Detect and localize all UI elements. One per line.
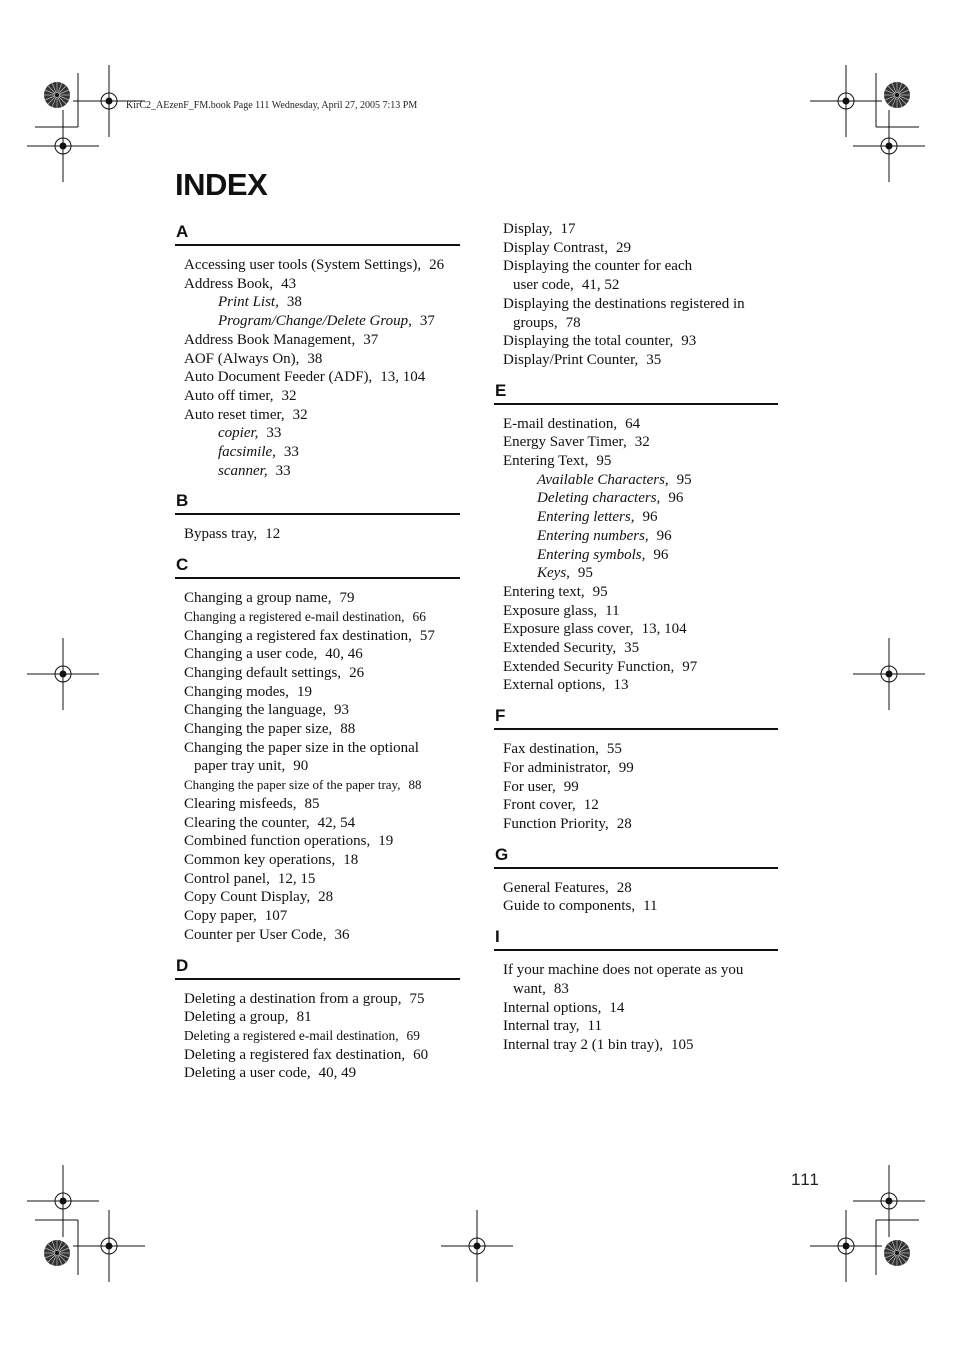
index-entry — [494, 602, 778, 621]
index-entry — [175, 851, 460, 870]
index-entry — [175, 589, 460, 608]
index-subentry — [494, 546, 778, 565]
entry-term: Deleting characters, — [537, 490, 661, 507]
section-entries — [494, 869, 778, 926]
entry-term: copier, — [218, 425, 259, 442]
index-entry — [494, 332, 778, 351]
entry-page-ref: 12 — [583, 797, 599, 814]
entry-page-ref: 83 — [553, 980, 569, 997]
entry-page-ref: 32 — [281, 387, 297, 404]
index-entry — [175, 1027, 460, 1046]
entry-term-continuation: user code, — [513, 277, 574, 294]
index-entry — [175, 683, 460, 702]
index-column-right — [494, 220, 778, 1065]
entry-page-ref: 88 — [408, 777, 422, 793]
index-entry — [494, 239, 778, 258]
entry-page-ref: 17 — [560, 221, 576, 237]
section-letter: F — [494, 705, 778, 730]
entry-term: Print List, — [218, 294, 279, 311]
entry-term: Changing the paper size in the optional — [184, 739, 419, 756]
entry-page-ref: 93 — [681, 333, 697, 350]
entry-term: Energy Saver Timer, — [503, 434, 627, 451]
entry-page-ref: 28 — [616, 879, 632, 896]
entry-term: Display, — [503, 221, 553, 237]
entry-term: Guide to components, — [503, 898, 636, 915]
continued-entries-d — [494, 220, 778, 380]
entry-term: Extended Security, — [503, 640, 617, 657]
entry-term: Counter per User Code, — [184, 926, 327, 943]
entry-term: General Features, — [503, 879, 609, 896]
entry-page-ref: 96 — [642, 509, 658, 526]
index-subentry — [175, 443, 460, 462]
index-entry — [175, 870, 460, 889]
entry-page-ref: 64 — [625, 415, 641, 432]
entry-term: Changing the paper size of the paper tray, — [184, 777, 401, 793]
entry-page-ref: 96 — [653, 546, 669, 563]
entry-page-ref: 38 — [286, 294, 302, 311]
entry-page-ref: 12, 15 — [277, 870, 316, 887]
index-entry — [175, 990, 460, 1009]
entry-term: Program/Change/Delete Group, — [218, 313, 412, 330]
entry-page-ref: 40, 46 — [325, 646, 363, 663]
entry-page-ref: 66 — [412, 608, 426, 624]
page-number: 111 — [791, 1170, 820, 1189]
index-entry — [175, 888, 460, 907]
entry-term: Display Contrast, — [503, 239, 608, 256]
entry-term: Entering text, — [503, 583, 585, 600]
entry-page-ref: 88 — [340, 721, 356, 738]
entry-term: Changing the language, — [184, 702, 327, 719]
entry-page-ref: 95 — [596, 453, 612, 470]
entry-term: Copy Count Display, — [184, 889, 311, 906]
section-letter: B — [175, 490, 460, 515]
entry-term: Internal options, — [503, 999, 602, 1016]
section-entries — [175, 246, 460, 490]
index-subentry — [175, 462, 460, 481]
section-entries — [494, 951, 778, 1065]
section-entries — [494, 405, 778, 706]
entry-term: Extended Security Function, — [503, 658, 675, 675]
index-entry — [175, 664, 460, 683]
entry-page-ref: 93 — [334, 702, 350, 719]
entry-term: For user, — [503, 778, 556, 795]
section-entries — [175, 579, 460, 954]
entry-term: Changing a group name, — [184, 590, 332, 607]
entry-page-ref: 75 — [409, 990, 425, 1007]
entry-page-ref: 38 — [307, 350, 323, 367]
entry-term: Bypass tray, — [184, 526, 258, 543]
entry-page-ref: 33 — [283, 444, 299, 461]
index-entry — [494, 583, 778, 602]
entry-page-ref: 13, 104 — [641, 621, 687, 638]
index-section-c — [175, 554, 460, 954]
index-entry — [175, 627, 460, 646]
entry-term-continued — [184, 757, 460, 776]
index-entry — [494, 415, 778, 434]
entry-term: Common key operations, — [184, 851, 336, 868]
index-entry — [494, 257, 778, 294]
index-entry — [494, 897, 778, 916]
section-letter: C — [175, 554, 460, 579]
section-letter: I — [494, 926, 778, 951]
entry-term: Available Characters, — [537, 471, 669, 488]
entry-term: Exposure glass, — [503, 602, 598, 619]
entry-term: Deleting a user code, — [184, 1065, 311, 1082]
index-subentry — [494, 527, 778, 546]
index-subentry — [494, 471, 778, 490]
entry-page-ref: 99 — [618, 759, 634, 776]
entry-page-ref: 42, 54 — [317, 814, 356, 831]
entry-term: Displaying the total counter, — [503, 333, 674, 350]
entry-page-ref: 12 — [265, 526, 281, 543]
entry-page-ref: 99 — [563, 778, 579, 795]
entry-page-ref: 55 — [606, 741, 622, 758]
entry-term: For administrator, — [503, 759, 611, 776]
section-entries — [175, 515, 460, 554]
entry-term: Address Book, — [184, 275, 274, 292]
index-entry — [175, 645, 460, 664]
index-entry — [494, 676, 778, 695]
entry-term: Accessing user tools (System Settings), — [184, 257, 422, 273]
entry-term-continued — [503, 980, 778, 999]
index-entry — [494, 620, 778, 639]
entry-term: Internal tray 2 (1 bin tray), — [503, 1036, 663, 1053]
file-header-line: KirC2_AEzenF_FM.book Page 111 Wednesday, April 27, 2005 7:13 PM — [126, 100, 418, 111]
entry-term: Deleting a group, — [184, 1009, 289, 1026]
index-entry — [494, 1017, 778, 1036]
index-entry — [175, 776, 460, 795]
index-section-d — [175, 955, 460, 1094]
entry-page-ref: 33 — [266, 425, 282, 442]
entry-term: Keys, — [537, 565, 570, 582]
entry-term: Changing a registered e-mail destination, — [184, 608, 405, 624]
entry-term-continued — [503, 314, 778, 333]
index-entry — [175, 368, 460, 387]
entry-page-ref: 33 — [275, 462, 291, 479]
entry-page-ref: 69 — [406, 1027, 420, 1043]
entry-term: Changing the paper size, — [184, 721, 333, 738]
entry-page-ref: 11 — [605, 602, 620, 619]
index-entry — [175, 720, 460, 739]
entry-page-ref: 41, 52 — [581, 277, 620, 294]
section-entries — [175, 980, 460, 1094]
entry-page-ref: 40, 49 — [318, 1065, 357, 1082]
entry-term: Control panel, — [184, 870, 270, 887]
index-subentry — [494, 489, 778, 508]
index-entry — [175, 814, 460, 833]
entry-term: Entering numbers, — [537, 527, 649, 544]
entry-page-ref: 28 — [616, 815, 632, 832]
index-entry — [175, 926, 460, 945]
index-entry — [494, 778, 778, 797]
index-column-left — [175, 221, 460, 1093]
entry-page-ref: 60 — [413, 1046, 429, 1063]
index-entry — [494, 1036, 778, 1055]
entry-term: Function Priority, — [503, 815, 609, 832]
index-entry — [175, 275, 460, 294]
index-subentry — [175, 293, 460, 312]
entry-term: Fax destination, — [503, 741, 599, 758]
entry-page-ref: 14 — [609, 999, 625, 1016]
entry-page-ref: 95 — [577, 565, 593, 582]
entry-page-ref: 36 — [334, 926, 350, 943]
entry-term: facsimile, — [218, 444, 276, 461]
entry-term: Entering symbols, — [537, 546, 646, 563]
entry-term: Front cover, — [503, 797, 576, 814]
entry-term: Deleting a registered fax destination, — [184, 1046, 406, 1063]
index-entry — [494, 740, 778, 759]
index-entry — [175, 1046, 460, 1065]
index-entry — [175, 907, 460, 926]
entry-page-ref: 96 — [656, 527, 672, 544]
index-entry — [175, 387, 460, 406]
entry-term: Combined function operations, — [184, 833, 371, 850]
index-entry — [494, 351, 778, 370]
page-title: INDEX — [175, 167, 268, 202]
index-entry — [494, 433, 778, 452]
section-letter: D — [175, 955, 460, 980]
index-entry — [494, 452, 778, 471]
entry-term: Changing modes, — [184, 683, 289, 700]
entry-term: Clearing misfeeds, — [184, 795, 297, 812]
index-entry — [175, 608, 460, 627]
entry-term: Clearing the counter, — [184, 814, 310, 831]
entry-page-ref: 81 — [296, 1009, 312, 1026]
index-subentry — [175, 312, 460, 331]
section-letter: A — [175, 221, 460, 246]
index-entry — [494, 796, 778, 815]
entry-term: Address Book Management, — [184, 331, 356, 348]
index-entry — [494, 220, 778, 239]
entry-term: Deleting a destination from a group, — [184, 990, 402, 1007]
entry-term-continuation: groups, — [513, 314, 558, 331]
entry-page-ref: 43 — [281, 275, 297, 292]
entry-term: Entering Text, — [503, 453, 589, 470]
index-entry — [175, 832, 460, 851]
entry-term: Changing a registered fax destination, — [184, 627, 412, 644]
entry-page-ref: 11 — [643, 898, 658, 915]
entry-page-ref: 26 — [349, 664, 365, 681]
entry-page-ref: 32 — [634, 434, 650, 451]
index-entry — [494, 658, 778, 677]
index-section-g — [494, 844, 778, 926]
entry-page-ref: 35 — [646, 351, 662, 368]
entry-page-ref: 19 — [297, 683, 312, 700]
entry-term: Auto reset timer, — [184, 406, 285, 423]
index-entry — [175, 701, 460, 720]
entry-term: Internal tray, — [503, 1018, 580, 1035]
index-subentry — [175, 424, 460, 443]
entry-term: Displaying the counter for each — [503, 258, 693, 275]
entry-page-ref: 37 — [419, 313, 435, 330]
index-entry — [175, 525, 460, 544]
entry-term-continuation: paper tray unit, — [194, 758, 286, 775]
index-section-a — [175, 221, 460, 490]
entry-page-ref: 26 — [429, 257, 445, 273]
entry-term: Copy paper, — [184, 908, 257, 925]
entry-term: Auto Document Feeder (ADF), — [184, 369, 373, 386]
entry-page-ref: 28 — [318, 889, 334, 906]
index-entry — [494, 815, 778, 834]
index-section-f — [494, 705, 778, 844]
entry-term: External options, — [503, 677, 606, 694]
entry-page-ref: 13, 104 — [380, 369, 426, 386]
entry-page-ref: 95 — [676, 471, 692, 488]
entry-page-ref: 13 — [613, 677, 629, 694]
index-entry — [175, 1064, 460, 1083]
index-section-i — [494, 926, 778, 1065]
entry-page-ref: 32 — [292, 406, 308, 423]
entry-term: E-mail destination, — [503, 415, 618, 432]
index-entry — [494, 879, 778, 898]
entry-term: Displaying the destinations registered in — [503, 295, 745, 312]
entry-term: Display/Print Counter, — [503, 351, 639, 368]
entry-page-ref: 107 — [264, 908, 288, 925]
entry-term-continuation: want, — [513, 980, 546, 997]
index-subentry — [494, 564, 778, 583]
entry-term: Deleting a registered e-mail destination, — [184, 1027, 399, 1043]
index-subentry — [494, 508, 778, 527]
entry-term-continued — [503, 276, 778, 295]
index-section-b — [175, 490, 460, 554]
index-entry — [494, 295, 778, 332]
entry-page-ref: 95 — [592, 583, 608, 600]
index-entry — [175, 1008, 460, 1027]
entry-page-ref: 18 — [343, 851, 359, 868]
entry-page-ref: 79 — [339, 590, 355, 607]
entry-page-ref: 19 — [378, 833, 394, 850]
entry-term: Auto off timer, — [184, 387, 274, 404]
index-entry — [175, 795, 460, 814]
index-section-e — [494, 380, 778, 706]
entry-term: Changing a user code, — [184, 646, 318, 663]
entry-page-ref: 35 — [624, 640, 640, 657]
index-entry — [175, 350, 460, 369]
entry-page-ref: 37 — [363, 331, 379, 348]
entry-term: AOF (Always On), — [184, 350, 300, 367]
entry-term: scanner, — [218, 462, 268, 479]
index-entry — [175, 256, 460, 275]
index-entry — [494, 961, 778, 998]
entry-page-ref: 78 — [565, 314, 581, 331]
entry-page-ref: 90 — [293, 758, 309, 775]
index-entry — [494, 639, 778, 658]
section-letter: E — [494, 380, 778, 405]
index-entry — [494, 999, 778, 1018]
section-letter: G — [494, 844, 778, 869]
index-entry — [175, 739, 460, 776]
section-entries — [494, 730, 778, 844]
entry-term: Changing default settings, — [184, 664, 342, 681]
entry-term: Exposure glass cover, — [503, 621, 634, 638]
entry-page-ref: 11 — [587, 1018, 602, 1035]
entry-page-ref: 96 — [668, 490, 684, 507]
index-entry — [175, 331, 460, 350]
entry-page-ref: 105 — [670, 1036, 694, 1053]
entry-page-ref: 57 — [419, 627, 435, 644]
entry-page-ref: 85 — [304, 795, 320, 812]
index-entry — [175, 406, 460, 425]
entry-page-ref: 29 — [616, 239, 631, 256]
entry-page-ref: 97 — [682, 658, 698, 675]
index-entry — [494, 759, 778, 778]
entry-term: If your machine does not operate as you — [503, 962, 744, 979]
entry-term: Entering letters, — [537, 509, 635, 526]
